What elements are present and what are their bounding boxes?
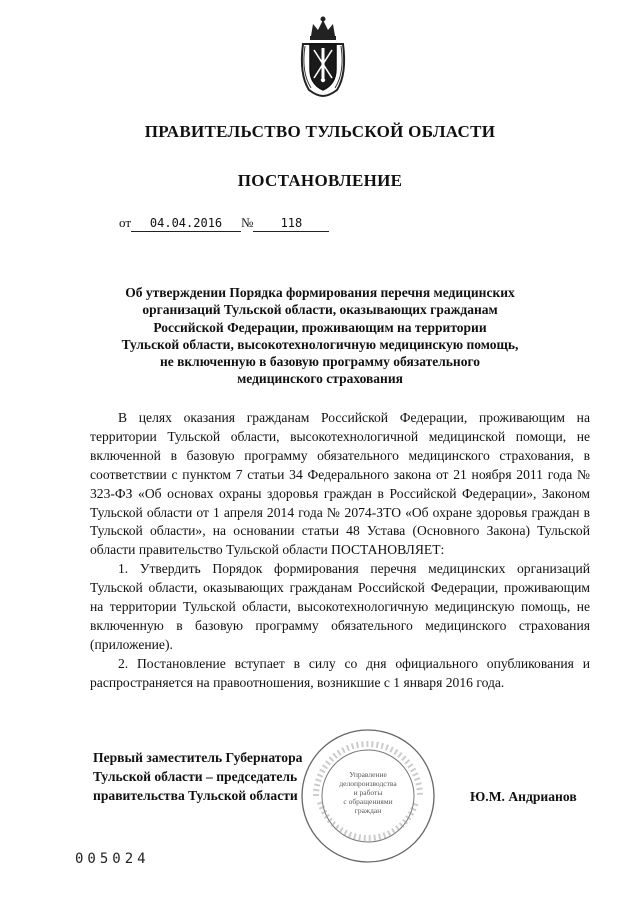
document-heading [95, 284, 545, 388]
document-date: 04.04.2016 [131, 216, 241, 232]
stamp-line: делопроизводства [339, 779, 397, 788]
date-number-line [119, 215, 329, 232]
stamp-line: Управление [349, 770, 387, 779]
document-type: ПОСТАНОВЛЕНИЕ [237, 171, 403, 190]
heading-line: не включенную в базовую программу обязательного [159, 354, 481, 370]
coat-of-arms-emblem [297, 14, 349, 98]
stamp-line: граждан [354, 806, 382, 815]
government-title: ПРАВИТЕЛЬСТВО ТУЛЬСКОЙ ОБЛАСТИ [144, 122, 496, 141]
serial-number: 005024 [75, 851, 150, 867]
heading-line: Тульской области, высокотехнологичную медицинскую помощь, [121, 336, 519, 352]
signatory-position [93, 749, 302, 806]
heading-line: Российской Федерации, проживающим на территории [153, 319, 487, 335]
stamp-line: с обращениями [343, 797, 393, 806]
heading-line: медицинского страхования [237, 371, 403, 387]
date-prefix: от [119, 215, 132, 230]
signatory-name: Ю.М. Андрианов [470, 789, 577, 804]
document-number: 118 [253, 216, 329, 232]
preamble-paragraph: В целях оказания гражданам Российской Федерации, проживающим на территории Тульской области, высокотехнологичной медицинской помощи, не включенной в базовую программу обязательного медицинского страхования, в соответствии с пунктом 7 статьи 34 Федерального закона от 21 ноября 2011 года № 323-ФЗ «Об основах охраны здоровья граждан в Российской Федерации», Законом Тульской области от 1 апреля 2014 года № 2074-ЗТО «Об охране здоровья граждан в Тульской области», на основании статьи 48 Устава (Основного Закона) Тульской области правительство Тульской области ПОСТАНОВЛЯЕТ: [90, 410, 590, 558]
position-line: Тульской области – председатель [93, 768, 298, 784]
item-1-paragraph: 1. Утвердить Порядок формирования перечня медицинских организаций Тульской области, оказывающих гражданам Российской Федерации, проживающим на территории Тульской области, высокотехнологичную медицинскую помощь, не включенную в базовую программу обязательного медицинского страхования (приложение). [90, 561, 590, 652]
stamp-text [310, 770, 426, 815]
heading-line: Об утверждении Порядка формирования перечня медицинских [125, 285, 515, 300]
position-line: правительства Тульской области [93, 787, 298, 803]
item-2-paragraph: 2. Постановление вступает в силу со дня официального опубликования и распространяется на правоотношения, возникшие с 1 января 2016 года. [90, 655, 590, 690]
position-line: Первый заместитель Губернатора [93, 750, 303, 765]
heading-line: организаций Тульской области, оказывающих гражданам [142, 302, 498, 318]
stamp-line: и работы [353, 788, 383, 797]
number-prefix: № [241, 215, 254, 230]
document-body [90, 409, 590, 693]
